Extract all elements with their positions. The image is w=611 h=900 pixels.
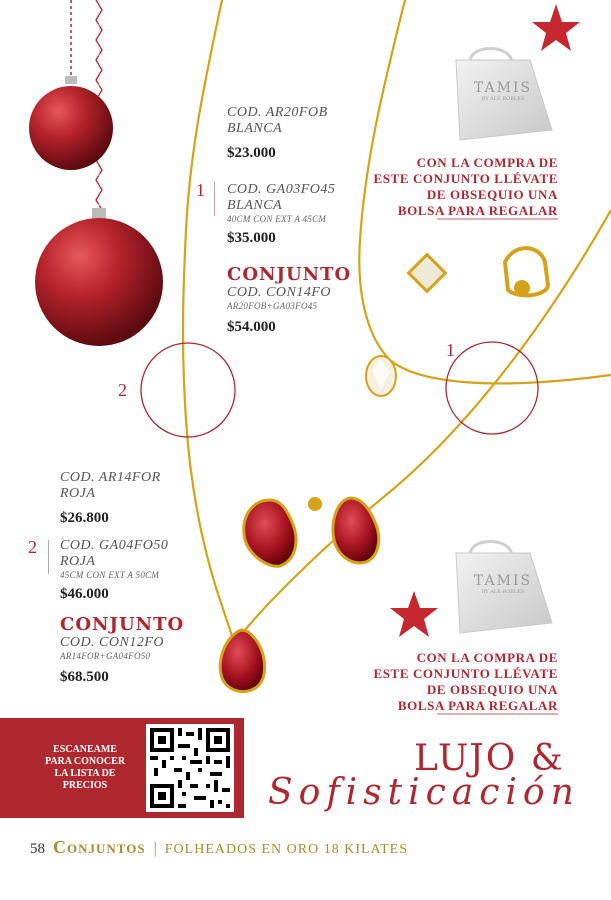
headline-sophistication: Sofisticación xyxy=(268,772,580,813)
gift-promo-bottom xyxy=(373,650,558,714)
page-footer xyxy=(30,837,408,858)
promo-line: CON LA COMPRA DE xyxy=(416,155,558,170)
product-index: 2 xyxy=(28,537,37,557)
gift-bag-brand xyxy=(468,80,538,102)
section-subtitle: FOLHEADOS EN ORO 18 KILATES xyxy=(164,842,408,857)
set-title: CONJUNTO xyxy=(227,264,352,285)
set-price: $54.000 xyxy=(227,319,276,335)
set-parts: AR20FOB+GA03FO45 xyxy=(227,301,318,311)
promo-line: ESTE CONJUNTO LLÉVATE xyxy=(373,171,558,186)
product-2-chain-info xyxy=(60,538,168,603)
product-1-set-info xyxy=(227,264,351,336)
bag-brand-name: TAMIS xyxy=(473,573,533,589)
promo-line: BOLSA PARA REGALAR xyxy=(397,203,558,218)
qr-caption-line: LA LISTA DE xyxy=(54,768,116,779)
promo-line: CON LA COMPRA DE xyxy=(416,650,558,665)
detail-label-left: 2 xyxy=(118,380,127,400)
product-length: 45CM CON EXT A 50CM xyxy=(60,570,160,580)
product-code: COD. AR14FOR xyxy=(60,470,161,485)
product-1-chain-info xyxy=(227,182,335,247)
product-color: ROJA xyxy=(60,486,96,501)
product-2-earring-info xyxy=(60,470,161,527)
product-color: BLANCA xyxy=(227,198,283,213)
promo-line: BOLSA PARA REGALAR xyxy=(397,698,558,713)
star-icon xyxy=(532,4,580,51)
set-code: COD. CON12FO xyxy=(60,635,165,650)
page-number: 58 xyxy=(30,841,45,857)
product-code: COD. GA03FO45 xyxy=(227,182,336,197)
product-color: BLANCA xyxy=(227,121,283,136)
set-code: COD. CON14FO xyxy=(227,285,332,300)
qr-caption xyxy=(30,744,140,792)
product-2-set-info xyxy=(60,614,184,686)
white-stone-pendant xyxy=(366,356,396,396)
product-code: COD. AR20FOB xyxy=(227,105,328,120)
christmas-ball-small xyxy=(29,76,113,170)
set-parts: AR14FOR+GA04FO50 xyxy=(60,651,151,661)
qr-caption-line: PRECIOS xyxy=(62,780,108,791)
star-icon xyxy=(390,591,438,637)
ruby-earrings xyxy=(244,497,379,566)
product-price: $26.800 xyxy=(60,510,109,526)
product-length: 40CM CON EXT A 45CM xyxy=(227,214,327,224)
divider xyxy=(214,182,215,216)
section-title: Conjuntos xyxy=(53,837,146,857)
christmas-ball-large xyxy=(35,208,163,346)
qr-caption-line: PARA CONOCER xyxy=(44,756,126,767)
set-price: $68.500 xyxy=(60,669,109,685)
detail-label-right: 1 xyxy=(446,340,455,360)
divider xyxy=(48,540,49,574)
qr-code-icon xyxy=(146,724,234,812)
promo-line: DE OBSEQUIO UNA xyxy=(426,682,558,697)
ruby-pendant xyxy=(220,630,264,692)
product-price: $46.000 xyxy=(60,586,109,602)
bag-brand-name: TAMIS xyxy=(473,80,533,96)
promo-line: DE OBSEQUIO UNA xyxy=(426,187,558,202)
set-title: CONJUNTO xyxy=(60,614,185,635)
product-index: 1 xyxy=(196,180,205,200)
product-code: COD. GA04FO50 xyxy=(60,538,169,553)
bag-brand-sub: BY ALE ROBLES xyxy=(481,96,525,102)
detail-circle-left xyxy=(141,343,235,437)
product-price: $35.000 xyxy=(227,230,276,246)
product-price: $23.000 xyxy=(227,145,276,161)
gift-bag-brand xyxy=(468,573,538,595)
footer-separator: | xyxy=(153,840,157,857)
white-stone-earrings xyxy=(409,248,548,296)
qr-banner xyxy=(0,718,244,818)
qr-code[interactable] xyxy=(146,724,234,812)
qr-caption-line: ESCANEAME xyxy=(53,744,117,755)
promo-line: ESTE CONJUNTO LLÉVATE xyxy=(373,666,558,681)
product-1-earring-info xyxy=(227,105,328,162)
bag-brand-sub: BY ALE ROBLES xyxy=(481,589,525,595)
gift-promo-top xyxy=(373,155,558,219)
product-color: ROJA xyxy=(60,554,96,569)
headline-luxury: LUJO & xyxy=(414,738,565,779)
